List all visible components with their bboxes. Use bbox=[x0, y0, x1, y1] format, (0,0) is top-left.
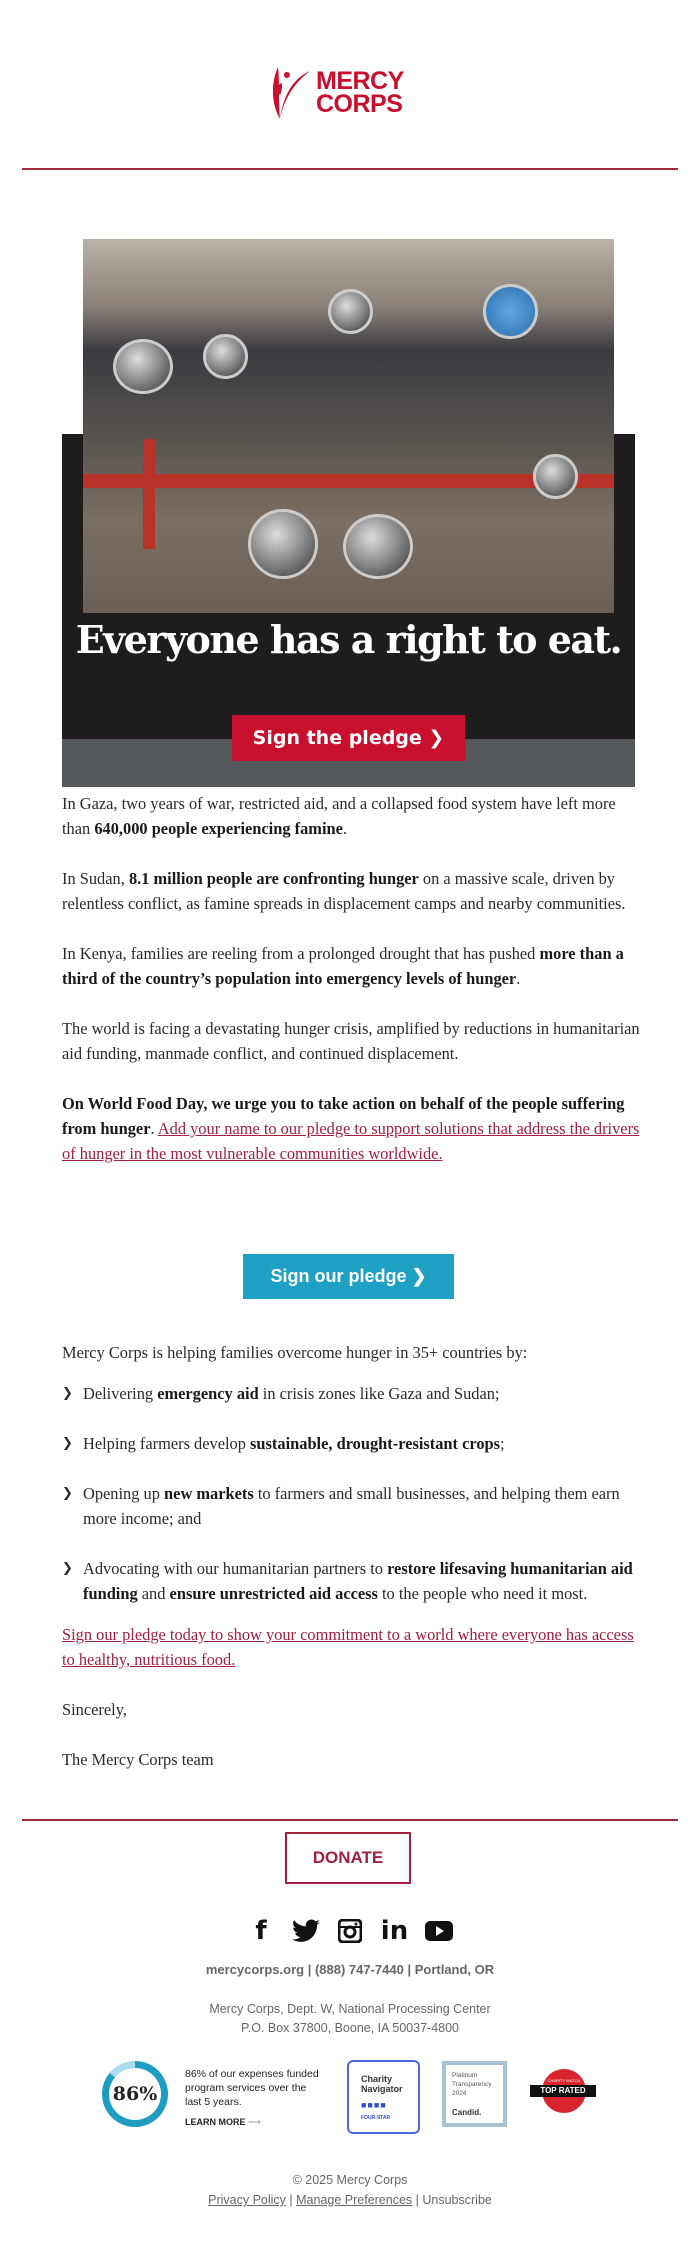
mailing-address: Mercy Corps, Dept. W, National Processing Center P.O. Box 37800, Boone, IA 50037-4800 bbox=[209, 2002, 491, 2035]
contact-line: mercycorps.org | (888) 747-7440 | Portland, OR bbox=[205, 1962, 495, 1977]
signature: The Mercy Corps team bbox=[62, 1750, 214, 1769]
mercy-corps-logo[interactable] bbox=[270, 62, 440, 124]
trust-badges bbox=[100, 2057, 600, 2137]
charity-navigator-badge[interactable]: Charity Navigator ■■■■ FOUR-STAR bbox=[347, 2060, 420, 2134]
list-item: ❯ Delivering emergency aid in crisis zones like Gaza and Sudan; bbox=[62, 1381, 642, 1406]
privacy-policy-link[interactable]: Privacy Policy bbox=[208, 2193, 286, 2207]
logo-text: MERCY bbox=[316, 67, 404, 95]
programs-intro: Mercy Corps is helping families overcome hunger in 35+ countries by: bbox=[62, 1343, 528, 1362]
unsubscribe-link[interactable]: Unsubscribe bbox=[422, 2193, 492, 2207]
body-text bbox=[62, 791, 642, 1191]
candid-badge[interactable]: Platinum Transparency 2024 Candid. bbox=[442, 2061, 507, 2127]
youtube-icon[interactable] bbox=[423, 1916, 455, 1946]
list-item: ❯ Opening up new markets to farmers and small businesses, and helping them earn more income; and bbox=[62, 1481, 642, 1531]
learn-more-link[interactable]: LEARN MORE ⟶ bbox=[185, 2117, 261, 2127]
charity-watch-badge[interactable]: TOP RATED CHARITY WATCH bbox=[530, 2069, 596, 2119]
instagram-icon[interactable] bbox=[334, 1916, 366, 1946]
signoff: Sincerely, bbox=[62, 1700, 127, 1719]
twitter-icon[interactable] bbox=[290, 1916, 322, 1946]
sign-the-pledge-button[interactable]: Sign the pledge ❯ bbox=[232, 715, 465, 761]
divider bbox=[22, 1819, 678, 1821]
paragraph-crisis: The world is facing a devastating hunger crisis, amplified by reductions in humanitarian aid funding, manmade conflict, and continued displacement. bbox=[62, 1019, 640, 1063]
arrow-right-icon: ⟶ bbox=[248, 2117, 261, 2127]
sign-our-pledge-button[interactable]: Sign our pledge ❯ bbox=[243, 1254, 454, 1299]
linkedin-icon[interactable]: in bbox=[380, 1916, 409, 1946]
facebook-icon[interactable]: f bbox=[255, 1916, 267, 1946]
footer-links: Privacy Policy | Manage Preferences | Unsubscribe bbox=[208, 2193, 492, 2207]
paragraph-call-to-action: On World Food Day, we urge you to take action on behalf of the people suffering from hunger. Add your name to our pledge to support solutions that address the drivers of hunger in the most vulnerable communities worldwide. bbox=[62, 1094, 640, 1163]
expense-ratio-ring[interactable]: 86% bbox=[102, 2061, 168, 2127]
programs-section bbox=[62, 1340, 642, 1797]
hero-headline: Everyone has a right to eat. bbox=[75, 617, 622, 662]
chevron-right-icon: ❯ bbox=[62, 1561, 73, 1576]
donate-button[interactable]: DONATE bbox=[285, 1832, 411, 1884]
manage-preferences-link[interactable]: Manage Preferences bbox=[296, 2193, 413, 2207]
chevron-right-icon: ❯ bbox=[62, 1486, 73, 1501]
paragraph-kenya: In Kenya, families are reeling from a prolonged drought that has pushed more than a third of the country’s population into emergency levels of hunger. bbox=[62, 944, 624, 988]
divider bbox=[22, 168, 678, 170]
chevron-right-icon: ❯ bbox=[62, 1386, 73, 1401]
expense-stat-text: 86% of our expenses funded program services over the last 5 years. bbox=[185, 2068, 319, 2108]
leaf-figure-icon bbox=[270, 65, 310, 121]
closing-pledge-link[interactable]: Sign our pledge today to show your commitment to a world where everyone has access to healthy, nutritious food. bbox=[62, 1625, 634, 1669]
hero-image[interactable] bbox=[83, 239, 614, 613]
chevron-right-icon: ❯ bbox=[62, 1436, 73, 1451]
paragraph-gaza: In Gaza, two years of war, restricted aid, and a collapsed food system have left more than 640,000 people experiencing famine. bbox=[62, 794, 616, 838]
list-item: ❯ Advocating with our humanitarian partners to restore lifesaving humanitarian aid funding and ensure unrestricted aid access to the people who need it most. bbox=[62, 1556, 642, 1606]
social-links bbox=[245, 1915, 455, 1947]
paragraph-sudan: In Sudan, 8.1 million people are confronting hunger on a massive scale, driven by relentless conflict, as famine spreads in displacement camps and nearby communities. bbox=[62, 869, 626, 913]
pledge-link[interactable]: Add your name to our pledge to support solutions that address the drivers of hunger in the most vulnerable communities worldwide. bbox=[62, 1119, 640, 1163]
list-item: ❯ Helping farmers develop sustainable, drought-resistant crops; bbox=[62, 1431, 642, 1456]
copyright: © 2025 Mercy Corps bbox=[292, 2173, 408, 2187]
logo-text: CORPS bbox=[316, 90, 403, 118]
